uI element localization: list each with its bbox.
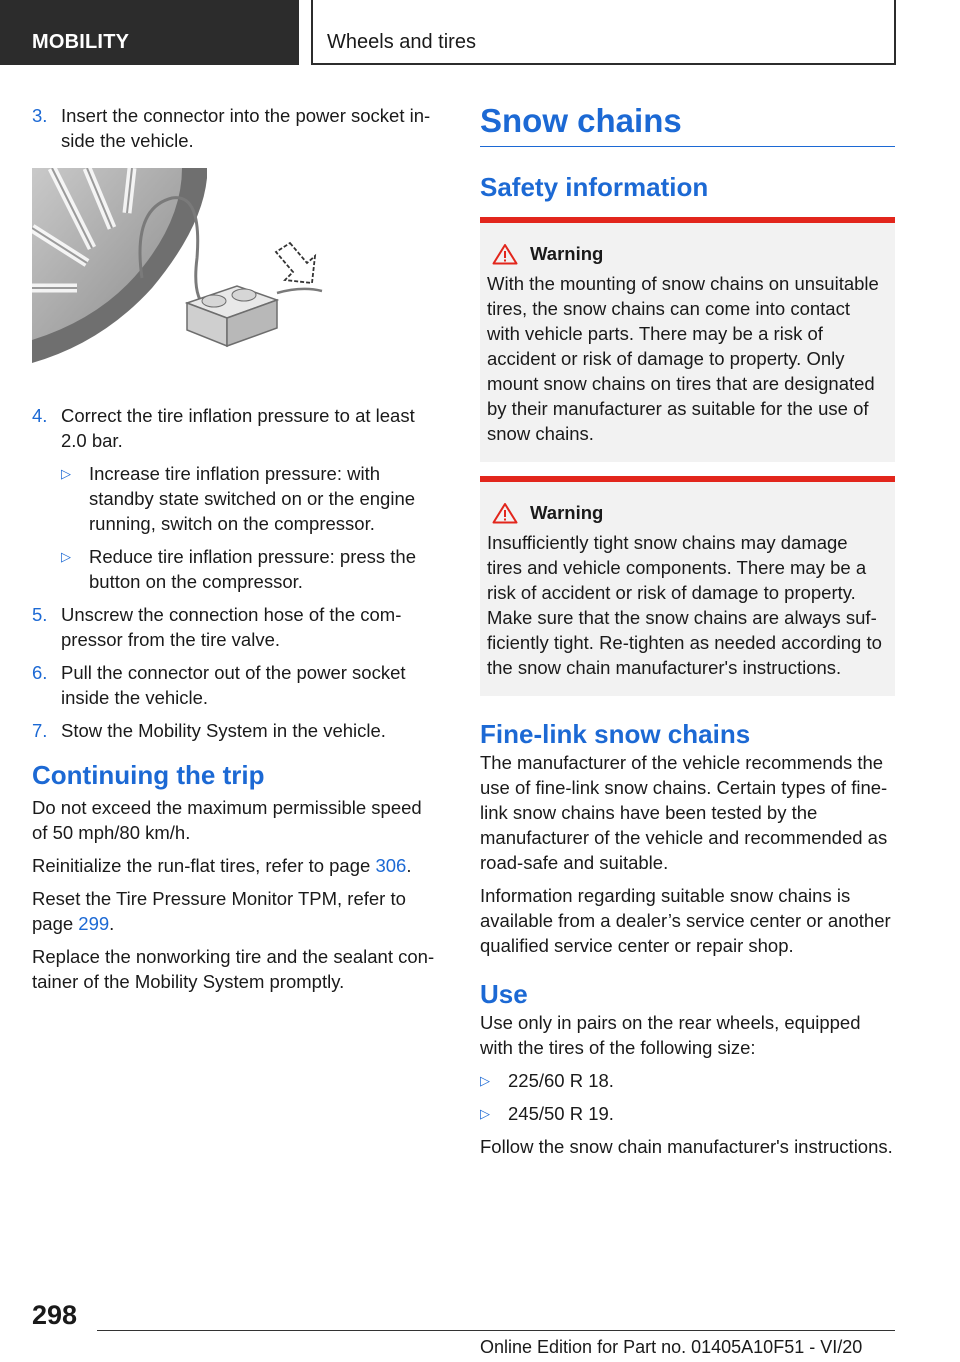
section-tab [0, 0, 299, 65]
step-4 [32, 403, 442, 453]
step-3 [32, 103, 442, 153]
step-7 [32, 718, 442, 743]
use-paragraph: Use only in pairs on the rear wheels, equipped with the tires of the following size: [480, 1012, 861, 1058]
triangle-right-icon: ▷ [480, 1073, 490, 1088]
runflat-text: Reinitialize the run-flat tires, refer to page [32, 855, 376, 876]
page-link-299[interactable]: 299 [78, 913, 110, 934]
sub-step-text: Increase tire inflation pressure: with standby state switched on or the engine running, switch on the compressor. [89, 463, 416, 534]
step-text: Unscrew the connection hose of the compressor from the tire valve. [61, 604, 402, 650]
step-5 [32, 602, 442, 652]
runflat-paragraph [32, 853, 442, 878]
use-heading: Use [480, 979, 528, 1009]
step-text: Insert the connector into the power socket inside the vehicle. [61, 105, 431, 151]
step-number: 6. [32, 662, 48, 683]
page-link-306[interactable]: 306 [375, 855, 407, 876]
fine-link-paragraph-1: The manufacturer of the vehicle recommends the use of fine-link snow chains. Certain types of fine-link snow chains have been tested by the manufacturer of the vehicle and recommended as road-safe and suitable. [480, 752, 888, 873]
warning-text: Insufficiently tight snow chains may damage tires and vehicle components. There may be a risk of accident or risk of damage to property. Make sure that the snow chains are always sufficiently tight. Re-tighten as needed according to the snow chain manufacturer's instructions. [487, 532, 882, 678]
warning-triangle-icon [492, 243, 518, 265]
warning-box-1 [480, 217, 895, 462]
chapter-label: Wheels and tires [327, 31, 476, 53]
tpm-text: Reset the Tire Pressure Monitor TPM, refer to page [32, 888, 406, 934]
speed-paragraph: Do not exceed the maximum permissible speed of 50 mph/80 km/h. [32, 797, 422, 843]
warning-header [487, 500, 887, 525]
step-text: Correct the tire inflation pressure to at least 2.0 bar. [61, 405, 415, 451]
step-number: 7. [32, 720, 48, 741]
follow-instructions-paragraph: Follow the snow chain manufacturer's instructions. [480, 1136, 893, 1157]
step-number: 5. [32, 604, 48, 625]
compressor-illustration [32, 168, 332, 363]
replace-paragraph: Replace the nonworking tire and the sealant container of the Mobility System promptly. [32, 946, 435, 992]
sub-step-text: Reduce tire inflation pressure: press the button on the compressor. [89, 546, 417, 592]
runflat-text-end: . [406, 855, 412, 876]
warning-title: Warning [530, 502, 604, 523]
tire-size: 225/60 R 18. [508, 1070, 614, 1091]
fine-link-paragraph-2: Information regarding suitable snow chains is available from a dealer’s service center or another qualified service center or repair shop. [480, 885, 891, 956]
warning-text: With the mounting of snow chains on unsuitable tires, the snow chains can come into contact with vehicle parts. There may be a risk of accident or risk of damage to property. Only mount snow chains on tires that are designated by their manufacturer as suitable for the use of snow chains. [487, 273, 879, 444]
chapter-tab [311, 0, 896, 65]
tire-compressor-image [32, 168, 332, 363]
warning-header [487, 241, 887, 266]
triangle-right-icon: ▷ [61, 549, 71, 564]
step-text: Stow the Mobility System in the vehicle. [61, 720, 386, 741]
left-column [32, 103, 442, 1002]
sub-step [61, 461, 442, 536]
warning-box-2 [480, 476, 895, 696]
list-item [480, 1101, 895, 1126]
tire-size: 245/50 R 19. [508, 1103, 614, 1124]
snow-chains-title: Snow chains [480, 100, 895, 147]
section-label: MOBILITY [32, 31, 130, 53]
triangle-right-icon: ▷ [480, 1106, 490, 1121]
warning-triangle-icon [492, 502, 518, 524]
step-6 [32, 660, 442, 710]
step-number: 3. [32, 105, 48, 126]
triangle-right-icon: ▷ [61, 466, 71, 481]
fine-link-heading: Fine-link snow chains [480, 719, 751, 749]
page-number: 298 [32, 1300, 78, 1330]
list-item [480, 1068, 895, 1093]
safety-heading: Safety information [480, 172, 709, 202]
step-text: Pull the connector out of the power socket inside the vehicle. [61, 662, 406, 708]
tpm-paragraph [32, 886, 442, 936]
footer-divider [97, 1330, 895, 1331]
edition-text: Online Edition for Part no. 01405A10F51 - VI/20 [480, 1337, 863, 1357]
tpm-text-end: . [109, 913, 115, 934]
continuing-trip-heading: Continuing the trip [32, 760, 265, 790]
right-column [480, 100, 895, 1167]
sub-step [61, 544, 442, 594]
warning-title: Warning [530, 243, 604, 264]
step-number: 4. [32, 405, 48, 426]
